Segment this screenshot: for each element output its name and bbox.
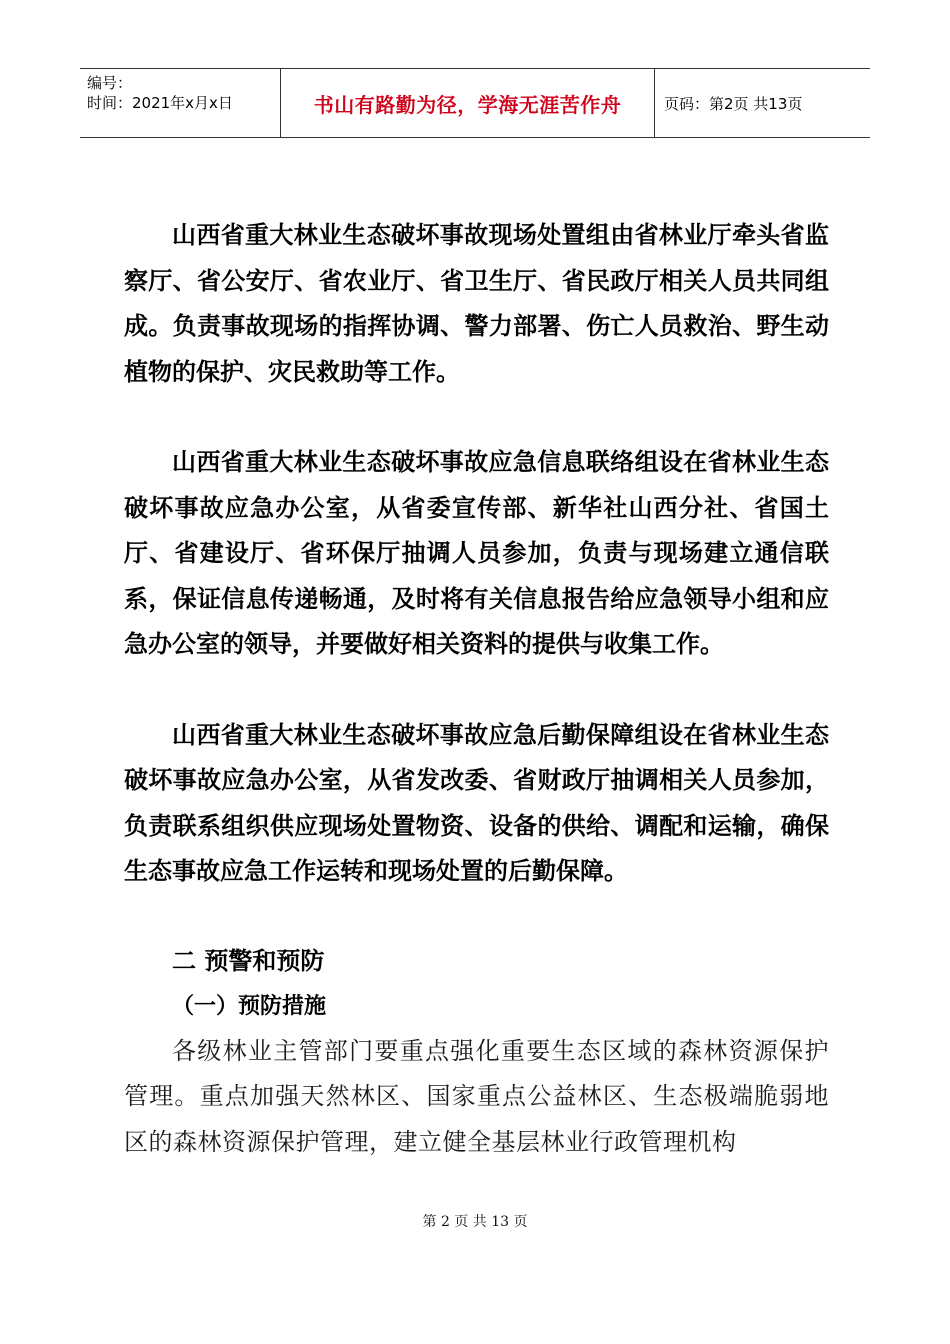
page-footer: 第 2 页 共 13 页 bbox=[422, 1214, 528, 1230]
subsection-heading: （一）预防措施 bbox=[172, 993, 327, 1019]
document-body bbox=[124, 212, 829, 1165]
section-heading: 二 预警和预防 bbox=[172, 946, 325, 975]
paragraph-info-liaison: 山西省重大林业生态破坏事故应急信息联络组设在省林业生态破坏事故应急办公室，从省委宣传部、新华社山西分社、省国土厅、省建设厅、省环保厅抽调人员参加，负责与现场建立通信联系，保证信息传递畅通，及时将有关信息报告给应急领导小组和应急办公室的领导，并要做好相关资料的提供与收集工作。 bbox=[124, 447, 829, 658]
header-page-code: 页码：第2页 共13页 bbox=[664, 94, 803, 113]
paragraph-logistics: 山西省重大林业生态破坏事故应急后勤保障组设在省林业生态破坏事故应急办公室，从省发改委、省财政厅抽调相关人员参加，负责联系组织供应现场处置物资、设备的供给、调配和运输，确保生态事故应急工作运转和现场处置的后勤保障。 bbox=[124, 719, 829, 885]
page-header bbox=[80, 68, 870, 138]
header-motto: 书山有路勤为径，学海无涯苦作舟 bbox=[281, 69, 655, 137]
number-label: 编号： bbox=[87, 74, 133, 92]
time-label: 时间：2021年x月x日 bbox=[87, 94, 233, 112]
header-meta bbox=[80, 69, 281, 137]
paragraph-prevention: 各级林业主管部门要重点强化重要生态区域的森林资源保护管理。重点加强天然林区、国家重点公益林区、生态极端脆弱地区的森林资源保护管理，建立健全基层林业行政管理机构 bbox=[124, 1036, 829, 1156]
paragraph-onsite-team: 山西省重大林业生态破坏事故现场处置组由省林业厅牵头省监察厅、省公安厅、省农业厅、省卫生厅、省民政厅相关人员共同组成。负责事故现场的指挥协调、警力部署、伤亡人员救治、野生动植物的保护、灾民救助等工作。 bbox=[124, 220, 829, 386]
